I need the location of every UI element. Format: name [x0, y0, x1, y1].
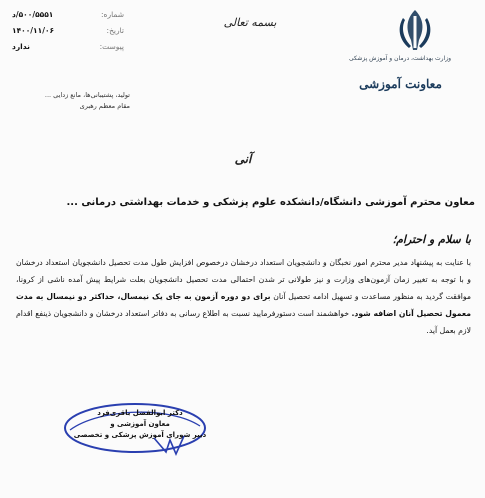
meta-label: تاریخ: — [106, 26, 124, 35]
basmala: بسمه تعالی — [223, 16, 277, 29]
slogan-line: مقام معظم رهبری — [79, 102, 130, 110]
body-segment-bold: برای دو دوره آزمون به جای یک نیمسال، حداکثر دو نیمسال به مدت معمول تحصیل آنان اضافه شود. — [16, 292, 471, 318]
slogan-line: تولید، پشتیبانی‌ها، مانع زدایی ... — [44, 91, 130, 99]
greeting: با سلام و احترام؛ — [392, 233, 471, 246]
meta-attachment — [8, 42, 128, 58]
signature-scribble-icon — [150, 430, 190, 460]
signatory-name: دکتر ابوالفضل باقری‌فرد — [97, 409, 183, 417]
signatory-title: معاون آموزشی و — [110, 420, 170, 428]
iran-emblem-icon — [385, 6, 445, 56]
signatory-title-2: دبیر شورای آموزش پزشکی و تخصصی — [73, 431, 207, 439]
body-segment: خواهشمند است دستورفرمایید نسبت به اطلاع رسانی به دفاتر استعداد درخشان و دانشجویان ذینفع اقدام لازم بعمل آید. — [16, 309, 471, 335]
recipient: معاون محترم آموزشی دانشگاه/دانشکده علوم پزشکی و خدمات بهداشتی درمانی ... — [66, 197, 475, 208]
meta-label: شماره: — [101, 10, 124, 19]
meta-date — [8, 26, 128, 42]
letter-meta — [8, 10, 128, 58]
deputy-title: معاونت آموزشی — [359, 77, 442, 91]
urgent-label: آنی — [234, 152, 252, 166]
slogan-block — [0, 90, 130, 112]
ministry-line: وزارت بهداشت، درمان و آموزش پزشکی — [348, 55, 452, 62]
meta-value: ۱۴۰۰/۱۱/۰۶ — [12, 26, 55, 35]
meta-number — [8, 10, 128, 26]
body-segment: با عنایت به پیشنهاد مدیر محترم امور نخبگان و دانشجویان استعداد درخشان درخصوص افزایش طول مدت تحصیل دانشجویان استعداد درخشان و با توجه به تغییر زمان آزمون‌های وزارت و نیز طولانی تر شدن احتمالی مدت تحصیل دانشجویان بعلت شرایط پیش آمده ناشی از کرونا، موافقت گردید به منظور مساعدت و تسهیل ادامه تحصیل آنان — [16, 258, 471, 301]
meta-label: پیوست: — [99, 42, 124, 51]
letter-body — [16, 254, 471, 339]
meta-value: ندارد — [12, 42, 30, 51]
meta-value: ۵۰۰/۵۵۵۱/د — [12, 10, 54, 19]
